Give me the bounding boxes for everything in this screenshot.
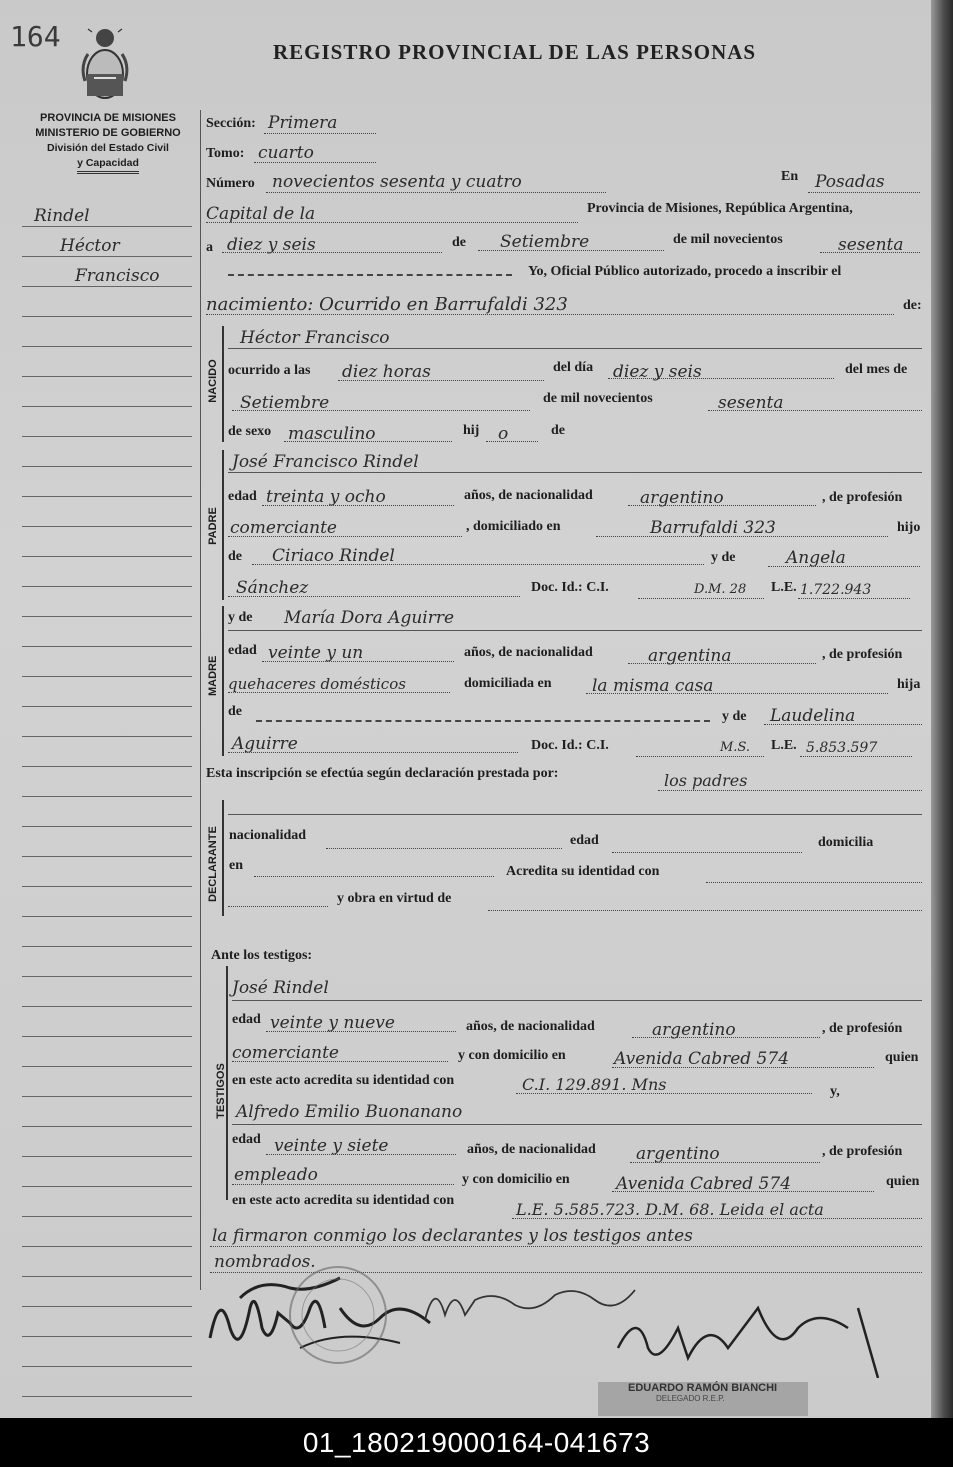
- testigo-y-label: y,: [830, 1084, 840, 1099]
- de-colon-label: de:: [903, 298, 922, 313]
- capacity-line: y Capacidad: [77, 156, 139, 174]
- sexo-label: de sexo: [228, 424, 272, 439]
- numero-label: Número: [206, 176, 255, 191]
- madre-nombre: María Dora Aguirre: [284, 608, 455, 628]
- declaracion-por: los padres: [664, 771, 748, 790]
- sexo-value: masculino: [288, 424, 376, 444]
- nacido-rule: [222, 326, 224, 442]
- testigo2-profesion-label: , de profesión: [822, 1144, 903, 1159]
- testigo1-nac-value: argentino: [652, 1020, 736, 1040]
- testigo2-acredita-label: en este acto acredita su identidad con: [232, 1193, 455, 1208]
- testigo2-quien-label: quien: [886, 1174, 920, 1189]
- official-seal-icon: [278, 1260, 398, 1370]
- madre-section-label: MADRE: [207, 655, 219, 696]
- testigo2-ycon-label: y con domicilio en: [462, 1172, 570, 1187]
- padre-domicilio-label: , domiciliado en: [466, 519, 561, 534]
- testigo1-ycon-label: y con domicilio en: [458, 1048, 566, 1063]
- padre-edad-value: treinta y ocho: [266, 487, 386, 507]
- padre-nacionalidad-value: argentino: [640, 488, 724, 508]
- madre-edad-value: veinte y un: [268, 643, 364, 663]
- anio-value: sesenta: [838, 235, 904, 255]
- padre-le-value: 1.722.943: [800, 582, 872, 598]
- testigo2-dom-value: Avenida Cabred 574: [616, 1174, 792, 1194]
- hij-label: hij: [463, 423, 480, 438]
- declarante-acredita-label: Acredita su identidad con: [506, 864, 660, 879]
- padre-domicilio-value: Barrufaldi 323: [650, 518, 776, 538]
- register-title: REGISTRO PROVINCIAL DE LAS PERSONAS: [273, 40, 757, 64]
- cierre-line-2: nombrados.: [214, 1252, 316, 1272]
- tomo-label: Tomo:: [206, 146, 245, 161]
- testigo1-nombre: José Rindel: [232, 978, 329, 998]
- hij-suffix: o: [498, 424, 509, 444]
- madre-profesion-label: , de profesión: [822, 647, 903, 662]
- declarante-domicilia-label: domicilia: [818, 835, 874, 850]
- declarante-rule: [222, 800, 224, 916]
- madre-yde-label: y de: [228, 610, 253, 625]
- margin-name-2: Francisco: [75, 266, 160, 286]
- madre-rule: [222, 606, 224, 756]
- seccion-label: Sección:: [206, 116, 256, 131]
- testigos-section-label: TESTIGOS: [215, 1063, 227, 1119]
- testigo1-edad-value: veinte y nueve: [270, 1013, 395, 1033]
- ante-testigos-label: Ante los testigos:: [211, 948, 313, 963]
- madre-de-label: de: [228, 704, 242, 719]
- madre-le-value: 5.853.597: [806, 740, 878, 756]
- numero-value: novecientos sesenta y cuatro: [272, 172, 522, 192]
- provincia-text: Provincia de Misiones, República Argentina,: [587, 201, 853, 216]
- padre-nombre: José Francisco Rindel: [232, 452, 419, 472]
- ministry-line: MINISTERIO DE GOBIERNO: [35, 127, 181, 139]
- declaracion-text: Esta inscripción se efectúa según declaración prestada por:: [206, 766, 559, 781]
- testigo1-doc-value: C.I. 129.891. Mns: [522, 1075, 667, 1094]
- testigo2-edad-label: edad: [232, 1132, 261, 1147]
- folio-number: 164: [10, 20, 61, 53]
- testigo2-doc-value: L.E. 5.585.723. D.M. 68. Leida el acta: [516, 1200, 824, 1219]
- dia-value: diez y seis: [227, 235, 316, 255]
- abuela-paterna: Angela: [786, 548, 846, 568]
- seccion-value: Primera: [268, 113, 338, 133]
- stamp-sub: DELEGADO R.E.P.: [656, 1394, 725, 1403]
- nacido-nombre: Héctor Francisco: [240, 328, 390, 348]
- padre-hijo-label: hijo: [897, 520, 921, 535]
- madre-edad-label: edad: [228, 643, 257, 658]
- stamp-text: EDUARDO RAMÓN BIANCHI: [628, 1382, 778, 1394]
- padre-profesion-label: , de profesión: [822, 490, 903, 505]
- testigo2-edad-value: veinte y siete: [274, 1136, 389, 1156]
- madre-anos-label: años, de nacionalidad: [464, 645, 593, 660]
- madre-hija-label: hija: [897, 677, 921, 692]
- ocurrido-label: ocurrido a las: [228, 363, 311, 378]
- province-line: PROVINCIA DE MISIONES: [40, 112, 176, 124]
- de-label: de: [452, 235, 466, 250]
- declarante-section-label: DECLARANTE: [207, 826, 219, 902]
- en-label: En: [781, 169, 799, 184]
- padre-anos-label: años, de nacionalidad: [464, 488, 593, 503]
- milnov-label: de mil novecientos: [543, 391, 653, 406]
- abuela-paterna-apellido: Sánchez: [236, 578, 309, 598]
- oficial-stamp: [598, 1382, 808, 1416]
- declarante-en-label: en: [229, 858, 243, 873]
- declarante-edad-label: edad: [570, 833, 599, 848]
- testigo1-prof-value: comerciante: [232, 1043, 339, 1063]
- padre-le-label: L.E.: [771, 580, 797, 595]
- abuelo-paterno: Ciriaco Rindel: [272, 546, 395, 566]
- testigo2-nombre: Alfredo Emilio Buonanano: [236, 1102, 463, 1122]
- testigo1-profesion-label: , de profesión: [822, 1021, 903, 1036]
- a-label: a: [206, 240, 213, 255]
- delmes-label: del mes de: [845, 362, 908, 377]
- tomo-value: cuarto: [258, 143, 314, 163]
- document-code-footer: 01_180219000164-041673: [0, 1418, 953, 1467]
- capital-value: Capital de la: [206, 204, 316, 224]
- ciudad-value: Posadas: [815, 172, 885, 192]
- nacido-dia-value: diez y seis: [613, 362, 702, 382]
- hora-value: diez horas: [342, 362, 431, 382]
- testigo1-anos-label: años, de nacionalidad: [466, 1019, 595, 1034]
- mes-value: Setiembre: [500, 232, 590, 252]
- madre-doc-label: Doc. Id.: C.I.: [531, 738, 609, 753]
- cierre-line-1: la firmaron conmigo los declarantes y los testigos antes: [212, 1226, 693, 1246]
- testigo2-anos-label: años, de nacionalidad: [467, 1142, 596, 1157]
- padre-de-label: de: [228, 549, 242, 564]
- madre-domicilio-label: domiciliada en: [464, 676, 552, 691]
- padre-profesion-value: comerciante: [230, 518, 337, 538]
- madre-domicilio-value: la misma casa: [592, 676, 714, 696]
- madre-le-label: L.E.: [771, 738, 797, 753]
- division-line: División del Estado Civil: [47, 142, 169, 154]
- testigo2-nac-value: argentino: [636, 1144, 720, 1164]
- testigo2-prof-value: empleado: [234, 1165, 318, 1185]
- padre-yde-label: y de: [711, 550, 736, 565]
- firma-oficial-icon: [608, 1288, 898, 1378]
- testigo1-quien-label: quien: [885, 1050, 919, 1065]
- testigo1-edad-label: edad: [232, 1012, 261, 1027]
- madre-nacionalidad-value: argentina: [648, 646, 732, 666]
- padre-rule: [222, 450, 224, 600]
- abuela-materna-apellido: Aguirre: [232, 734, 298, 754]
- declarante-obra-label: y obra en virtud de: [337, 891, 452, 906]
- padre-section-label: PADRE: [207, 507, 219, 545]
- madre-ci-value: M.S.: [720, 740, 751, 755]
- padre-ci-value: D.M. 28: [694, 582, 747, 597]
- coat-of-arms-icon: [80, 26, 130, 106]
- testigo1-acredita-label: en este acto acredita su identidad con: [232, 1073, 455, 1088]
- nacido-de-label: de: [551, 423, 565, 438]
- madre-profesion-value: quehaceres domésticos: [228, 675, 406, 693]
- main-frame-rule: [200, 110, 201, 1290]
- declarante-nacionalidad-label: nacionalidad: [229, 828, 307, 843]
- margin-surname: Rindel: [34, 206, 90, 226]
- deldia-label: del día: [553, 360, 594, 375]
- mil-label: de mil novecientos: [673, 232, 783, 247]
- nacido-section-label: NACIDO: [207, 359, 219, 403]
- page-edge: [931, 0, 953, 1418]
- nacido-anio-value: sesenta: [718, 393, 784, 413]
- abuela-materna: Laudelina: [770, 706, 856, 726]
- acto-value: nacimiento: Ocurrido en Barrufaldi 323: [206, 294, 568, 315]
- margin-name-1: Héctor: [60, 236, 120, 256]
- madre-yde2-label: y de: [722, 709, 747, 724]
- padre-edad-label: edad: [228, 489, 257, 504]
- testigo1-dom-value: Avenida Cabred 574: [614, 1049, 790, 1069]
- padre-doc-label: Doc. Id.: C.I.: [531, 580, 609, 595]
- province-header: [22, 111, 194, 174]
- nacido-mes-value: Setiembre: [240, 393, 330, 413]
- oficial-text: Yo, Oficial Público autorizado, procedo a inscribir el: [528, 264, 842, 279]
